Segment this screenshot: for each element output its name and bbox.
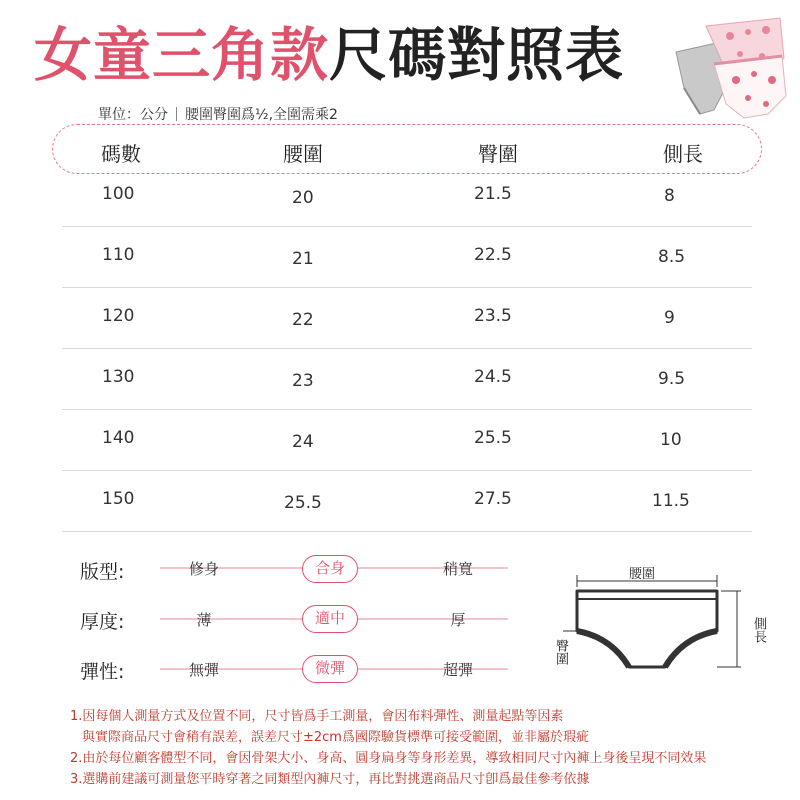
fit-option-slim: 修身 xyxy=(188,560,220,578)
header-side-length: 側長 xyxy=(663,142,703,166)
fit-option-regular-selected: 合身 xyxy=(302,555,358,583)
title-part-pink: 女童三角款 xyxy=(34,21,330,89)
cell-size: 110 xyxy=(102,245,135,265)
row-divider xyxy=(62,348,752,349)
cell-hip: 23.5 xyxy=(474,306,512,326)
row-divider xyxy=(62,287,752,288)
unit-note xyxy=(98,104,338,124)
cell-waist: 20 xyxy=(292,188,314,208)
cell-side-length: 8 xyxy=(664,186,675,206)
table-row xyxy=(62,302,752,362)
row-divider xyxy=(62,531,752,532)
table-row xyxy=(62,424,752,484)
cell-waist: 21 xyxy=(292,249,314,269)
cell-waist: 24 xyxy=(292,432,314,452)
row-divider xyxy=(62,226,752,227)
cell-hip: 27.5 xyxy=(474,489,512,509)
fit-label: 版型: xyxy=(80,561,125,583)
table-row xyxy=(62,241,752,301)
cell-side-length: 11.5 xyxy=(652,491,690,511)
diagram-side-length-label: 側長 xyxy=(751,617,766,643)
measurement-diagram xyxy=(545,555,775,695)
diagram-hip-label: 臀圍 xyxy=(553,639,568,665)
cell-hip: 24.5 xyxy=(474,367,512,387)
table-header xyxy=(52,124,762,174)
diagram-waist-label: 腰圍 xyxy=(629,567,656,582)
unit-label: 單位：公分 xyxy=(98,107,168,123)
elasticity-label: 彈性: xyxy=(80,661,125,683)
header-hip: 臀圍 xyxy=(478,142,518,166)
title-part-dark: 尺碼對照表 xyxy=(329,21,625,89)
cell-side-length: 9.5 xyxy=(658,369,686,389)
table-row xyxy=(62,485,752,545)
cell-waist: 22 xyxy=(292,310,314,330)
table-row xyxy=(62,363,752,423)
elasticity-option-none: 無彈 xyxy=(188,661,220,679)
unit-separator xyxy=(176,107,177,121)
cell-hip: 21.5 xyxy=(474,184,512,204)
cell-side-length: 10 xyxy=(660,430,682,450)
row-divider xyxy=(62,409,752,410)
product-image xyxy=(670,10,788,122)
cell-size: 130 xyxy=(102,367,135,387)
note-line: 2.由於每位顧客體型不同，會因骨架大小、身高、圓身扁身等身形差異，導致相同尺寸內褲上身後呈現不同效果 xyxy=(70,751,707,766)
cell-waist: 23 xyxy=(292,371,314,391)
thickness-label: 厚度: xyxy=(80,611,125,633)
thickness-option-thick: 厚 xyxy=(450,611,466,629)
unit-description: 腰圍臀圍爲½,全圍需乘2 xyxy=(185,107,338,123)
cell-size: 140 xyxy=(102,428,135,448)
row-divider xyxy=(62,470,752,471)
note-line: 1.因每個人測量方式及位置不同，尺寸皆爲手工測量，會因布料彈性、測量起點等因素 xyxy=(70,709,564,724)
cell-hip: 25.5 xyxy=(474,428,512,448)
thickness-option-thin: 薄 xyxy=(196,611,212,629)
cell-hip: 22.5 xyxy=(474,245,512,265)
note-line: 與實際商品尺寸會稍有誤差，誤差尺寸±2cm爲國際驗貨標準可接受範圍，並非屬於瑕疵 xyxy=(82,730,589,745)
elasticity-option-slight-selected: 微彈 xyxy=(302,655,358,683)
fit-option-loose: 稍寬 xyxy=(442,560,474,578)
cell-waist: 25.5 xyxy=(284,493,322,513)
cell-size: 150 xyxy=(102,489,135,509)
header-size: 碼數 xyxy=(101,142,141,166)
notes xyxy=(70,706,790,790)
cell-side-length: 8.5 xyxy=(658,247,686,267)
note-line: 3.選購前建議可測量您平時穿著之同類型內褲尺寸，再比對挑選商品尺寸卽爲最佳參考依據 xyxy=(70,772,590,787)
header-waist: 腰圍 xyxy=(283,142,323,166)
cell-side-length: 9 xyxy=(664,308,675,328)
cell-size: 120 xyxy=(102,306,135,326)
thickness-option-medium-selected: 適中 xyxy=(302,605,358,633)
cell-size: 100 xyxy=(102,184,135,204)
elasticity-option-high: 超彈 xyxy=(442,661,474,679)
table-row xyxy=(62,180,752,240)
page-title xyxy=(34,20,624,90)
brief-outline-illustration xyxy=(545,555,775,695)
